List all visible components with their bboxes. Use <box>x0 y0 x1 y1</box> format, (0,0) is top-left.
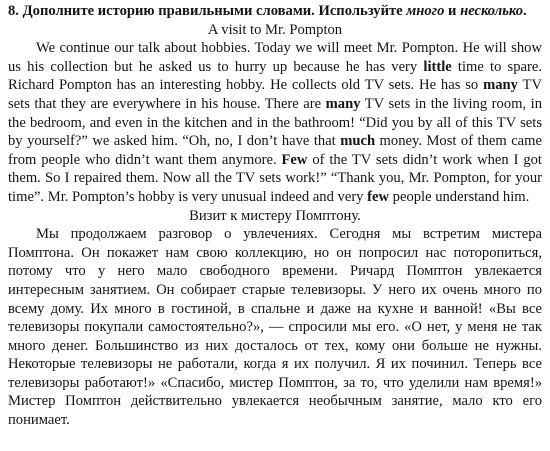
story-fragment: We continue our talk about hobbies. Today we will meet Mr. Pompton. He will show us his collection but he asked us to hurry up because he has very <box>8 40 542 75</box>
story-fragment: people understand him. <box>389 188 530 205</box>
story-fragment: time to spare. Richard Pompton has an interesting hobby. He collects old TV sets. He has so <box>8 58 542 94</box>
story-fragment: of the TV sets didn’t work when I got them. So I repaired them. Now all the TV sets work!” “Thank you, Mr. Pompton, for your time”. Mr. Pompton’s hobby is very unusual indeed and very <box>8 151 542 205</box>
russian-translation-text: Мы продолжаем разговор о увлечениях. Сегодня мы встретим мистера Помптона. Он покажет нам свою коллекцию, но он попросил нас поторопиться, потому что у него мало свободного времени. Ричард Помптон увлекается интересным занятием. Он собирает старые телевизоры. У него их очень много по всему дому. Их много в гостиной, в спальне и даже на кухне и ванной! «Вы все телевизоры покупали самостоятельно?», — спросили мы его. «О нет, у меня не так много денег. Большинство из них досталось от тех, кому они больше не нужны. Некоторые телевизоры не работали, когда я их получил. Я их починил. Теперь все телевизоры работают!» «Спасибо, мистер Помптон, за то, что уделили нам время!» Мистер Помптон действительно увлекается необычным занятие, мало кто его понимает. <box>8 226 542 429</box>
russian-translation-title: Визит к мистеру Помптону. <box>189 207 361 224</box>
answer-word: much <box>340 133 376 150</box>
task-number: 8. <box>8 3 19 19</box>
english-story-title: A visit to Mr. Pompton <box>207 21 343 38</box>
task-conjunction: и <box>444 3 461 19</box>
task-word-several: несколько <box>460 3 524 19</box>
story-fragment: money. Most of them came from people who didn’t want them anymore. <box>8 133 542 168</box>
task-text: Дополните историю правильными словами. Используйте <box>18 3 407 19</box>
task-period: . <box>523 3 527 19</box>
answer-word: many <box>325 95 361 112</box>
english-story-text <box>8 39 542 206</box>
task-heading <box>8 2 542 21</box>
answer-word: many <box>483 77 518 94</box>
answer-word: little <box>423 58 452 75</box>
answer-word: few <box>367 188 390 205</box>
task-word-many: много <box>406 3 445 19</box>
story-fragment: TV sets that they are everywhere in his house. There are <box>8 77 542 112</box>
story-fragment: TV sets in the living room, in the bedroom, and even in the kitchen and in the bathroom! “Did you by all of this TV sets by yourself?” we asked him. “Oh, no, I don’t have that <box>8 95 542 150</box>
answer-word: Few <box>281 151 308 168</box>
